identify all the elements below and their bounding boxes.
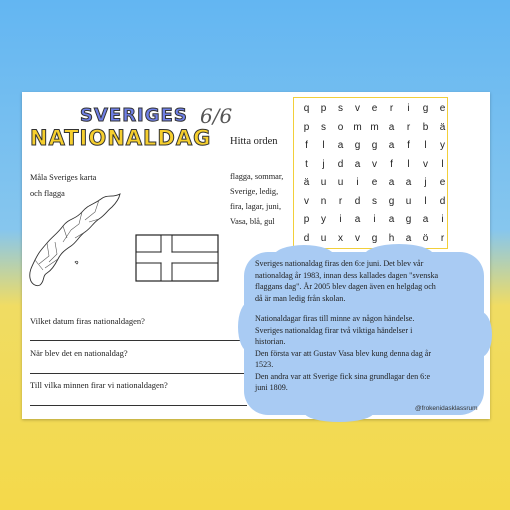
grid-letter[interactable]: f xyxy=(390,158,393,170)
grid-letter[interactable]: l xyxy=(322,140,325,151)
grid-letter[interactable]: a xyxy=(388,140,395,151)
grid-letter[interactable]: l xyxy=(441,158,444,170)
grid-letter[interactable]: x xyxy=(338,232,343,244)
grid-letter[interactable]: j xyxy=(322,158,325,170)
info-text xyxy=(255,258,477,403)
grid-letter[interactable]: p xyxy=(320,103,327,114)
answer-line[interactable] xyxy=(30,373,247,374)
grid-letter[interactable]: a xyxy=(388,121,395,133)
grid-letter[interactable]: r xyxy=(406,121,411,133)
grid-letter[interactable]: d xyxy=(354,195,361,207)
title-line-2: NATIONALDAG xyxy=(30,126,212,150)
instruction-line: och flagga xyxy=(30,189,65,198)
grid-letter[interactable]: g xyxy=(354,140,361,151)
grid-letter[interactable]: r xyxy=(338,195,343,207)
grid-letter[interactable]: i xyxy=(356,177,359,188)
grid-letter[interactable]: i xyxy=(373,214,376,225)
grid-letter[interactable]: e xyxy=(439,177,446,188)
grid-letter[interactable]: q xyxy=(303,103,310,114)
grid-letter[interactable]: o xyxy=(337,121,344,133)
info-line: flaggans dag". År 2005 blev dagen även en helgdag och xyxy=(255,282,436,291)
info-line: historian. xyxy=(255,337,286,346)
grid-letter[interactable]: m xyxy=(353,121,362,133)
info-paragraph xyxy=(255,313,477,394)
info-line: Nationaldagar firas till minne av någon händelse. xyxy=(255,314,415,323)
grid-letter[interactable]: g xyxy=(371,232,378,244)
word-list-line: flagga, sommar, xyxy=(230,172,284,181)
grid-letter[interactable]: v xyxy=(355,103,360,114)
grid-letter[interactable]: d xyxy=(303,232,310,244)
grid-letter[interactable]: v xyxy=(304,195,309,207)
grid-letter[interactable]: a xyxy=(354,158,361,170)
grid-letter[interactable]: a xyxy=(422,214,429,225)
grid-letter[interactable]: ä xyxy=(303,177,310,188)
grid-letter[interactable]: a xyxy=(388,177,395,188)
grid-letter[interactable]: d xyxy=(439,195,446,207)
worksheet xyxy=(22,92,490,419)
grid-letter[interactable]: l xyxy=(407,158,410,170)
title-line-1: SVERIGES xyxy=(80,105,188,126)
info-line: Den andra var att Sverige fick sina grundlagar den 6:e xyxy=(255,371,431,381)
answer-line[interactable] xyxy=(30,405,247,406)
grid-letter[interactable]: a xyxy=(405,177,412,188)
grid-letter[interactable]: p xyxy=(303,121,310,133)
grid-letter[interactable]: g xyxy=(405,214,412,225)
sweden-map-outline xyxy=(27,190,122,290)
info-line: nationaldag år 1983, innan dess kallades dagen "svenska xyxy=(255,270,439,280)
grid-letter[interactable]: r xyxy=(389,103,394,114)
grid-letter[interactable]: t xyxy=(305,158,308,170)
grid-letter[interactable]: l xyxy=(424,195,427,207)
page-fraction: 6/6 xyxy=(200,104,233,128)
info-line: juni 1809. xyxy=(255,383,288,392)
question: Till vilka minnen firar vi nationaldagen? xyxy=(30,380,168,390)
grid-letter[interactable]: b xyxy=(422,121,429,133)
grid-letter[interactable]: v xyxy=(372,158,377,170)
grid-letter[interactable]: h xyxy=(388,232,395,244)
grid-letter[interactable]: i xyxy=(339,214,342,225)
grid-letter[interactable]: l xyxy=(424,140,427,151)
grid-letter[interactable]: v xyxy=(423,158,428,170)
grid-letter[interactable]: a xyxy=(337,140,344,151)
grid-letter[interactable]: m xyxy=(370,121,379,133)
grid-letter[interactable]: a xyxy=(405,232,412,244)
grid-letter[interactable]: y xyxy=(440,140,445,151)
grid-letter[interactable]: u xyxy=(405,195,412,207)
grid-letter[interactable]: s xyxy=(321,121,326,133)
word-search-heading: Hitta orden xyxy=(230,136,278,147)
instruction-line: Måla Sveriges karta xyxy=(30,173,97,182)
info-line: då är man ledig från skolan. xyxy=(255,293,346,303)
info-line: 1523. xyxy=(255,360,274,369)
grid-letter[interactable]: a xyxy=(354,214,361,225)
word-list-line: fira, lagar, juni, xyxy=(230,202,282,211)
grid-letter[interactable]: u xyxy=(337,177,344,188)
grid-letter[interactable]: s xyxy=(338,103,343,114)
grid-letter[interactable]: p xyxy=(303,214,310,225)
grid-letter[interactable]: g xyxy=(422,103,429,114)
word-search-grid[interactable] xyxy=(293,97,448,249)
grid-letter[interactable]: y xyxy=(321,214,326,225)
grid-letter[interactable]: j xyxy=(424,177,427,188)
grid-letter[interactable]: ö xyxy=(422,232,429,244)
grid-letter[interactable]: e xyxy=(439,103,446,114)
grid-letter[interactable]: d xyxy=(337,158,344,170)
info-paragraph xyxy=(255,258,477,304)
info-line: Den första var att Gustav Vasa blev kung denna dag år xyxy=(255,348,432,358)
grid-letter[interactable]: a xyxy=(388,214,395,225)
flag-outline xyxy=(135,234,219,282)
grid-letter[interactable]: g xyxy=(371,140,378,151)
grid-letter[interactable]: u xyxy=(320,232,327,244)
grid-letter[interactable]: e xyxy=(371,177,378,188)
answer-line[interactable] xyxy=(30,340,247,341)
grid-letter[interactable]: ä xyxy=(439,121,446,133)
grid-letter[interactable]: i xyxy=(441,214,444,225)
grid-letter[interactable]: v xyxy=(355,232,360,244)
info-line: Sveriges nationaldag firar två viktiga händelser i xyxy=(255,325,413,335)
credit-handle: @frokenidasklassrum xyxy=(415,405,478,412)
word-list-line: Vasa, blå, gul xyxy=(230,217,275,226)
grid-letter[interactable]: f xyxy=(407,140,410,151)
info-line: Sveriges nationaldag firas den 6:e juni. Det blev vår xyxy=(255,259,424,268)
grid-letter[interactable]: e xyxy=(371,103,378,114)
grid-letter[interactable]: i xyxy=(407,103,410,114)
word-list-line: Sverige, ledig, xyxy=(230,187,279,196)
question: När blev det en nationaldag? xyxy=(30,348,128,358)
grid-letter[interactable]: r xyxy=(440,232,445,244)
grid-letter[interactable]: f xyxy=(305,140,308,151)
question: Vilket datum firas nationaldagen? xyxy=(30,316,145,326)
grid-letter[interactable]: u xyxy=(320,177,327,188)
grid-letter[interactable]: s xyxy=(372,195,377,207)
grid-letter[interactable]: n xyxy=(320,195,327,207)
grid-letter[interactable]: g xyxy=(388,195,395,207)
